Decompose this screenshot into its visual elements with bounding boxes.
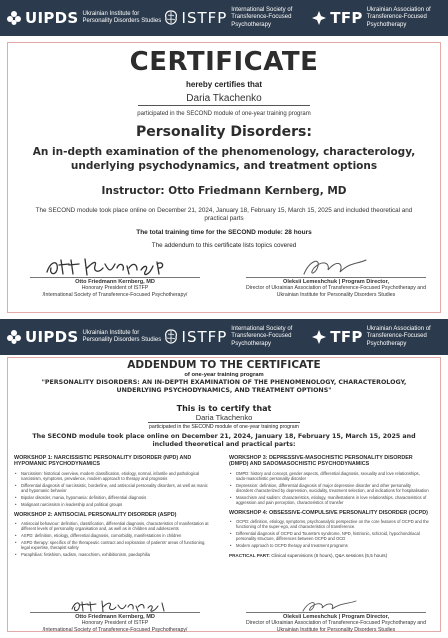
right-signatory-role: Director of Ukrainian Association of Transference-Focused Psychotherapy and [246,620,426,627]
uipds-name: UIPDS [25,328,79,346]
list-item: • ASPD therapy: specifics of the therapeutic contract and exploration of patients' areas of functioning, legal expertise, therapist safety [14,540,214,550]
addendum-program: of one-year training program [184,372,264,378]
istfp-logo [163,7,312,29]
certifies-text: hereby certifies that [185,80,263,89]
addendum-certify: This is to certify that [176,404,272,413]
workshop-2-title: WORKSHOP 2: ANTISOCIAL PERSONALITY DISORDER (ASPD) [14,511,177,518]
left-signature-line [30,612,200,613]
list-item: • ASPD: definition, etiology, differential diagnosis, comorbidity, manifestations in children [14,533,214,538]
practical-text: Clinical supervisions (8 hours), Q&A sessions (5,5 hours) [271,553,388,559]
left-signatory-org: /International Society of Transference-Focused Psychotherapy/ [42,291,188,298]
left-signatory-org: /International Society of Transference-Focused Psychotherapy/ [42,626,188,633]
addendum-course: "PERSONALITY DISORDERS: AN IN-DEPTH EXAMINATION OF THE PHENOMENOLOGY, CHARACTEROLOGY, UNDERLYING PSYCHODYNAMICS, AND TREATMENT OPTIONS" [41,379,407,394]
right-signatory-role: Director of Ukrainian Association of Transference-Focused Psychotherapy and [246,285,426,292]
istfp-subtitle: International Society of Transference-Focused Psychotherapy [231,326,293,347]
list-item: • Depression: definition, differential diagnosis of major depressive disorder and other personality disorders characterized by depression, suicidality, treatment selection, and indications for hospitalisation [229,483,429,493]
total-hours: The total training time for the SECOND module: 28 hours [136,229,312,236]
list-item: • Masochism and sadism: characteristics, etiology, manifestations in love relationships, characteristics of aggression and pain perception, characteristics of transfer [229,495,429,505]
list-item: • Differential diagnosis of OCPD and Tourette's syndrome, NPD, histrionic, schizoid, hypochondriacal personality structure, differences between OCPD and OCD [229,531,429,541]
istfp-logo [163,326,312,348]
uipds-flower-icon [6,329,22,345]
left-signatory-name: Otto Friedmann Kernberg, MD [75,614,155,620]
tfp-subtitle: Ukrainian Association of Transference-Focused Psychotherapy [366,7,431,28]
practical-part [229,553,429,559]
uipds-logo [6,9,163,27]
uipds-name: UIPDS [25,9,79,27]
tfp-name: TFP [330,327,363,346]
istfp-brain-icon [163,328,179,346]
logo-header [0,319,448,355]
addendum-page [0,319,448,638]
right-signatory-org: Ukrainian Institute for Personality Disorders Studies [276,291,396,298]
workshops-right-column [229,455,429,559]
list-item: • OCPD: definition, etiology, symptoms, psychoanalytic perspective on the core features of OCPD and the functioning of the super-ego, and characteristics of transference. [229,519,429,529]
right-signatory-name: Oleksii Lemeshchuk | Program Director, [282,614,390,620]
workshop-3-title: WORKSHOP 3: DEPRESSIVE-MASOCHISTIC PERSONALITY DISORDER (DMPD) AND SADOMASOCHISTIC PSYCHODYNAMICS [229,455,413,468]
list-item: • Antisocial behaviour: definition, classification, differential diagnosis, characteristics of manifestation at different levels of personality organisation and, as well as in children and adolescents [14,521,214,531]
addendum-title: ADDENDUM TO THE CERTIFICATE [127,359,321,371]
istfp-brain-icon [163,9,179,27]
istfp-name: ISTFP [181,327,228,346]
workshop-3-topics [229,471,429,505]
list-item: • Bipolar disorder, mania, hypomania: definition, differential diagnosis [14,495,214,500]
logo-header [0,0,448,36]
instructor-name: Instructor: Otto Friedmann Kernberg, MD [101,185,347,197]
right-signatory-org: Ukrainian Institute for Personality Disorders Studies [276,626,396,633]
addendum-recipient: Daria Tkachenko [148,413,300,423]
certificate-title: CERTIFICATE [129,47,319,77]
lemeshchuk-signature [300,256,370,278]
uipds-subtitle: Ukrainian Institute for Personality Disorders Studies [82,329,162,343]
recipient-name: Daria Tkachenko [138,93,310,106]
workshop-4-title: WORKSHOP 4: OBSESSIVE-COMPULSIVE PERSONALITY DISORDER (OCPD) [229,509,428,516]
tfp-flower-icon [311,10,327,26]
left-signatory-role: Honorary President of ISTFP [81,285,149,292]
list-item: • DMPD: history and concept, gender aspects, differential diagnosis, sexuality and love relationships, sado-masochistic personality disorder [229,471,429,481]
tfp-flower-icon [311,329,327,345]
addendum-dates: The SECOND module took place online on December 21, 2024, January 18, February 15, March 15, 2025 and included theoretical and practical parts: [32,433,416,449]
uipds-subtitle: Ukrainian Institute for Personality Disorders Studies [82,10,162,24]
list-item: • Narcissism: historical overview, modern classification, etiology, normal, infantile and pathological narcissism, symptoms, prevalence, modern approach to therapy and prognosis [14,471,214,481]
right-signatory-name: Oleksii Lemeshchuk | Program Director, [282,279,390,285]
istfp-subtitle: International Society of Transference-Focused Psychotherapy [231,7,293,28]
participation-text: participated in the SECOND module of one-year training program [137,111,311,117]
left-signature-line [30,277,200,278]
list-item: • Malignant narcissism in leadership and political groups [14,502,214,507]
kernberg-signature [70,599,180,613]
right-signature-line [246,612,426,613]
workshop-1-title: WORKSHOP 1: NARCISSISTIC PERSONALITY DISORDER (NPD) AND HYPOMANIC PSYCHODYNAMICS [14,455,192,468]
list-item: • Paraphilias: fetishism, sadism, masochism, exhibitionism, paedophilia [14,552,214,557]
practical-label: PRACTICAL PART: [229,553,270,559]
workshop-2-topics [14,521,214,557]
kernberg-signature [45,256,185,278]
workshop-1-topics [14,471,214,507]
addendum-participation: participated in the SECOND module of one-year training program [149,424,299,430]
left-signatory-name: Otto Friedmann Kernberg, MD [75,279,155,285]
right-signature-block [246,277,426,298]
tfp-logo [311,326,448,348]
left-signatory-role: Honorary President of ISTFP [81,620,149,627]
tfp-name: TFP [330,8,363,27]
tfp-subtitle: Ukrainian Association of Transference-Focused Psychotherapy [366,326,431,347]
course-subject: Personality Disorders: [136,124,312,140]
module-dates: The SECOND module took place online on December 21, 2024, January 18, February 15, March 15, 2025 and included theoretical and practical parts [35,207,413,222]
workshop-4-topics [229,519,429,548]
list-item: • Differential diagnosis of narcissistic, borderline, and antisocial personality disorders, as well as manic and hypomanic behavior [14,483,214,493]
addendum-note: The addendum to this certificate lists topics covered [151,242,297,249]
list-item: • Modern approach to OCPD therapy and treatment programs [229,543,429,548]
right-signature-line [246,277,426,278]
right-signature-block [246,612,426,633]
left-signature-block [30,612,200,633]
course-subtitle: An in-depth examination of the phenomenology, characterology, underlying psychodynamics, and treatment options [32,146,416,172]
lemeshchuk-signature [300,599,360,613]
tfp-logo [311,7,448,29]
left-signature-block [30,277,200,298]
uipds-flower-icon [6,10,22,26]
workshops-left-column [14,455,214,562]
istfp-name: ISTFP [181,8,228,27]
uipds-logo [6,328,163,346]
